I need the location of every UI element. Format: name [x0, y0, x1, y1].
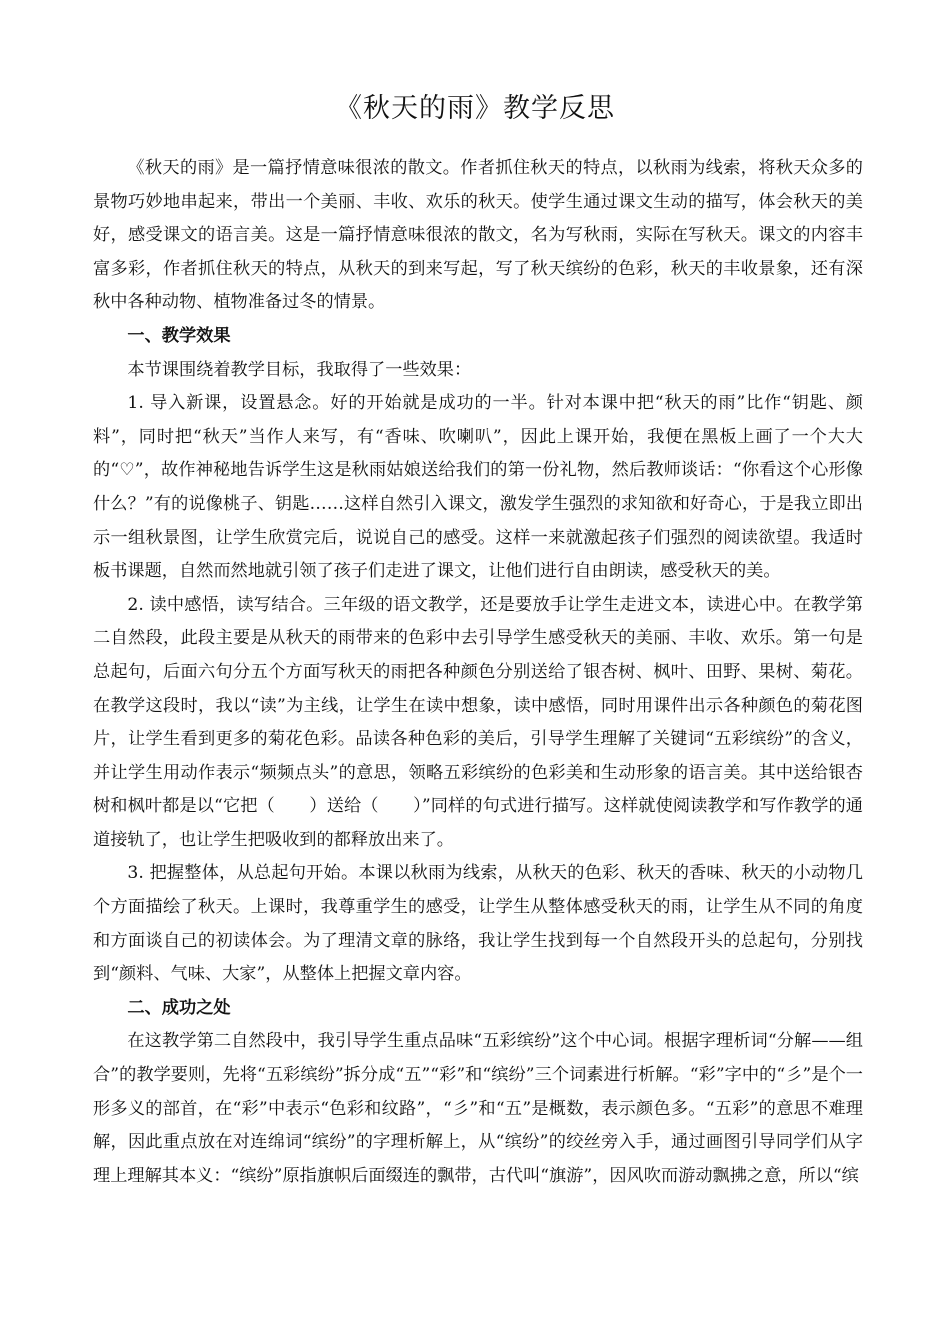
document-body — [93, 152, 863, 1193]
section1-item-2: 2. 读中感悟，读写结合。三年级的语文教学，还是要放手让学生走进文本，读进心中。在教学第二自然段，此段主要是从秋天的雨带来的色彩中去引导学生感受秋天的美丽、丰收、欢乐。第一句是总起句，后面六句分五个方面写秋天的雨把各种颜色分别送给了银杏树、枫叶、田野、果树、菊花。在教学这段时，我以“读”为主线，让学生在读中想象，读中感悟，同时用课件出示各种颜色的菊花图片，让学生看到更多的菊花色彩。品读各种色彩的美后，引导学生理解了关键词“五彩缤纷”的含义，并让学生用动作表示“频频点头”的意思，领略五彩缤纷的色彩美和生动形象的语言美。其中送给银杏树和枫叶都是以“它把（ ）送给（ ）”同样的句式进行描写。这样就使阅读教学和写作教学的通道接轨了，也让学生把吸收到的都释放出来了。 — [93, 594, 863, 850]
section-heading-success: 二、成功之处 — [127, 997, 231, 1018]
intro-paragraph: 《秋天的雨》是一篇抒情意味很浓的散文。作者抓住秋天的特点，以秋雨为线索，将秋天众多的景物巧妙地串起来，带出一个美丽、丰收、欢乐的秋天。使学生通过课文生动的描写，体会秋天的美好，感受课文的语言美。这是一篇抒情意味很浓的散文，名为写秋雨，实际在写秋天。课文的内容丰富多彩，作者抓住秋天的特点，从秋天的到来写起，写了秋天缤纷的色彩，秋天的丰收景象，还有深秋中各种动物、植物准备过冬的情景。 — [93, 158, 863, 313]
section-heading-teaching-effect: 一、教学效果 — [127, 325, 231, 346]
section2-paragraph-1: 在这教学第二自然段中，我引导学生重点品味“五彩缤纷”这个中心词。根据字理析词“分解——组合”的教学要则，先将“五彩缤纷”拆分成“五”“彩”和“缤纷”三个词素进行析解。“彩”字中的“彡”是个一形多义的部首，在“彩”中表示“色彩和纹路”，“彡”和“五”是概数，表示颜色多。“五彩”的意思不难理解，因此重点放在对连绵词“缤纷”的字理析解上，从“缤纷”的绞丝旁入手，通过画图引导同学们从字理上理解其本义：“缤纷”原指旗帜后面缀连的飘带，古代叫“旗游”，因风吹而游动飘拂之意，所以“缤 — [93, 1031, 863, 1186]
page-title: 《秋天的雨》教学反思 — [335, 93, 615, 124]
section1-item-3: 3. 把握整体，从总起句开始。本课以秋雨为线索，从秋天的色彩、秋天的香味、秋天的小动物几个方面描绘了秋天。上课时，我尊重学生的感受，让学生从整体感受秋天的雨，让学生从不同的角度和方面谈自己的初读体会。为了理清文章的脉络，我让学生找到每一个自然段开头的总起句，分别找到“颜料、气味、大家”，从整体上把握文章内容。 — [93, 863, 863, 985]
section1-item-1: 1. 导入新课，设置悬念。好的开始就是成功的一半。针对本课中把“秋天的雨”比作“钥匙、颜料”，同时把“秋天”当作人来写，有“香味、吹喇叭”，因此上课开始，我便在黑板上画了一个大大的“♡”，故作神秘地告诉学生这是秋雨姑娘送给我们的第一份礼物，然后教师谈话：“你看这个心形像什么？”有的说像桃子、钥匙……这样自然引入课文，激发学生强烈的求知欲和好奇心，于是我立即出示一组秋景图，让学生欣赏完后，说说自己的感受。这样一来就激起孩子们强烈的阅读欲望。我适时板书课题，自然而然地就引领了孩子们走进了课文，让他们进行自由朗读，感受秋天的美。 — [93, 393, 863, 582]
section1-lead-paragraph: 本节课围绕着教学目标，我取得了一些效果： — [127, 359, 472, 380]
